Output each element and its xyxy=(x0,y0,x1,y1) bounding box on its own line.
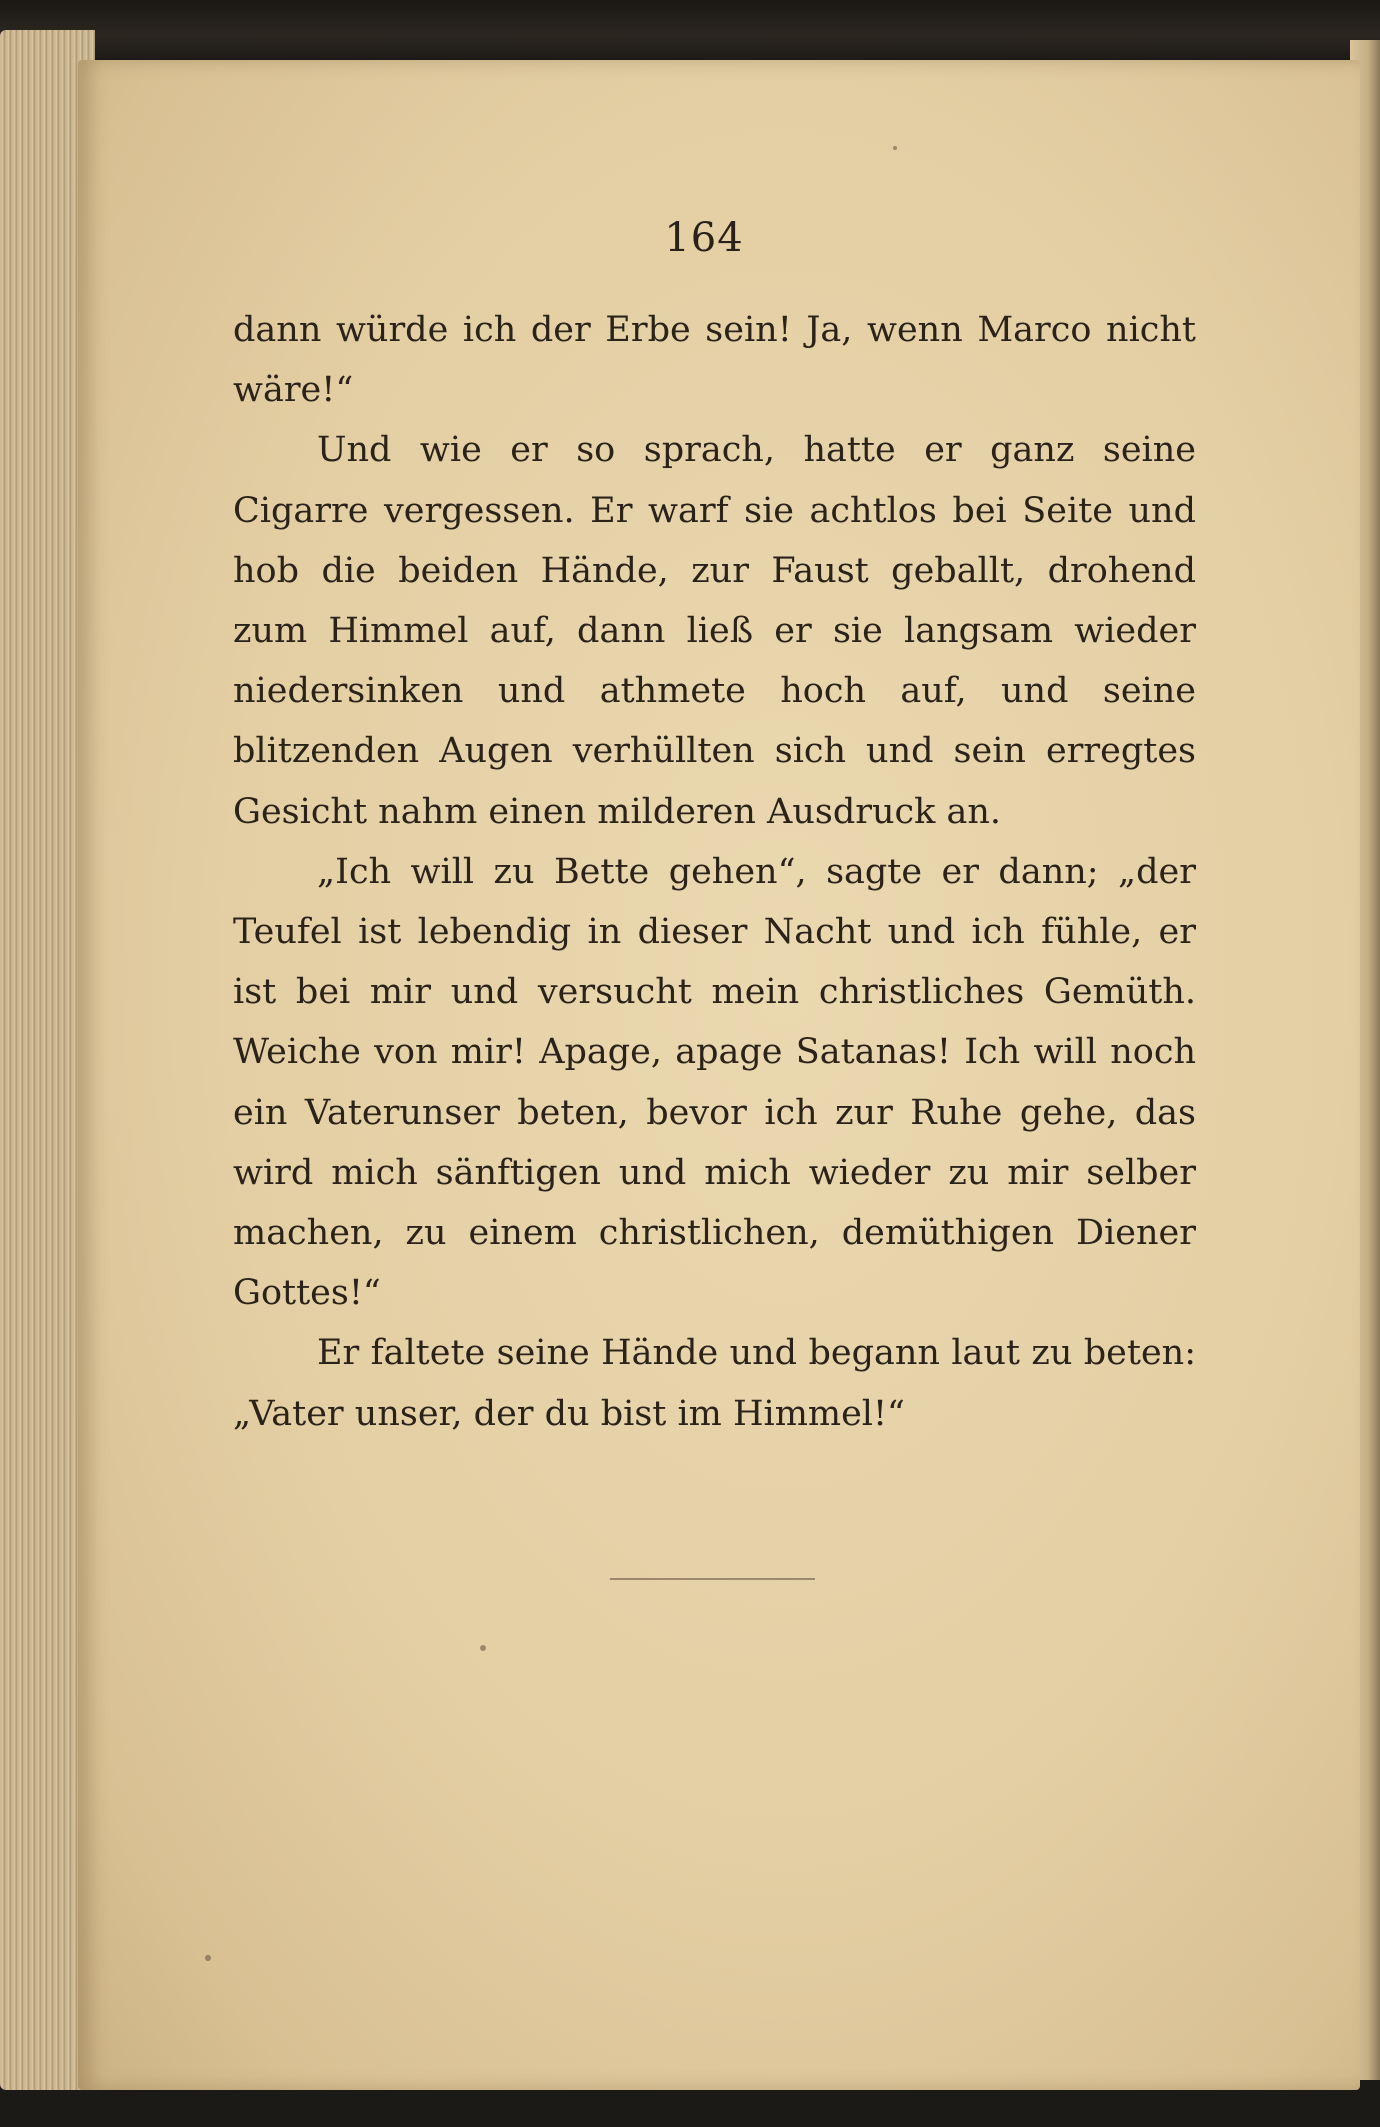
paper-speck xyxy=(205,1955,211,1961)
section-divider xyxy=(610,1578,815,1580)
paper-speck xyxy=(480,1645,486,1651)
paragraph-4: Er faltete seine Hände und begann laut zu beten: „Vater unser, der du bist im Himmel!“ xyxy=(233,1333,1196,1434)
body-text xyxy=(233,300,1196,1444)
paragraph-3: „Ich will zu Bette gehen“, sagte er dann; „der Teufel ist lebendig in dieser Nacht und ich fühle, er ist bei mir und versucht mein christliches Gemüth. Weiche von mir! Apage, apage Satanas! Ich will noch ein Vaterunser beten, bevor ich zur Ruhe gehe, das wird mich sänftigen und mich wieder zu mir selber machen, zu einem christlichen, demüthigen Diener Gottes!“ xyxy=(233,851,1196,1314)
paragraph-1: dann würde ich der Erbe sein! Ja, wenn Marco nicht wäre!“ xyxy=(233,310,1196,411)
paragraph-2: Und wie er so sprach, hatte er ganz seine Cigarre vergessen. Er warf sie achtlos bei Seite und hob die beiden Hände, zur Faust geballt, drohend zum Himmel auf, dann ließ er sie langsam wieder niedersinken und athmete hoch auf, und seine blitzenden Augen verhüllten sich und sein erregtes Gesicht nahm einen milderen Ausdruck an. xyxy=(233,430,1196,832)
binding-strip xyxy=(0,0,1380,58)
page-number: 164 xyxy=(664,215,744,261)
paper-speck xyxy=(893,146,897,150)
